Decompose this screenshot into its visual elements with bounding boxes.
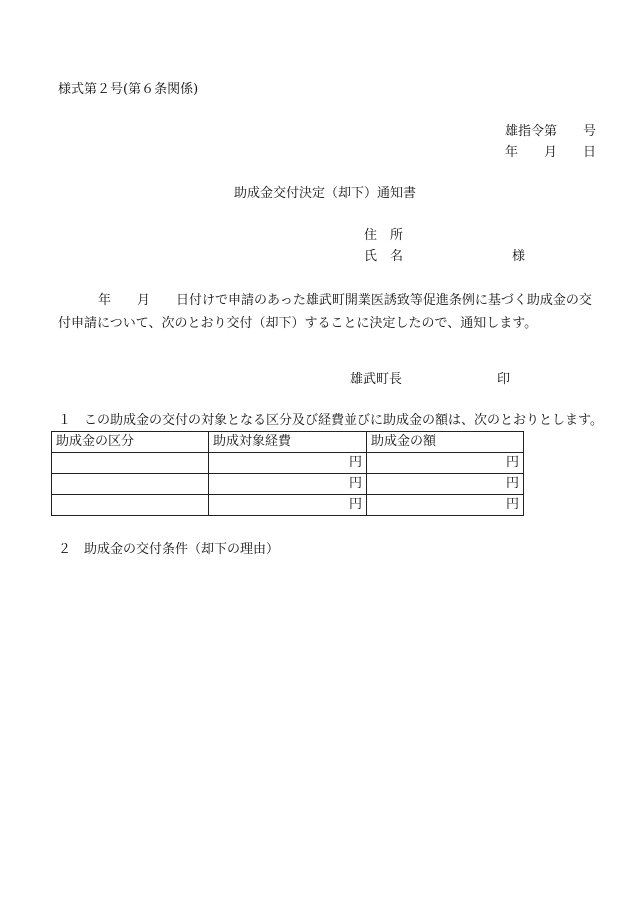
table-cell	[52, 453, 209, 474]
section-2-heading: ２ 助成金の交付条件（却下の理由）	[58, 542, 280, 557]
table-cell: 円	[209, 453, 367, 474]
honorific: 様	[512, 249, 526, 264]
table-cell: 円	[367, 453, 524, 474]
body-paragraph: 年 月 日付けで申請のあった雄武町開業医誘致等促進条例に基づく助成金の交付申請について、次のとおり交付（却下）することに決定したので、通知します。	[58, 293, 592, 331]
seal-mark: 印	[497, 372, 511, 387]
table-cell	[52, 474, 209, 495]
reference-date: 年 月 日	[505, 145, 597, 160]
name-label: 氏 名	[364, 249, 404, 264]
address-label: 住 所	[364, 228, 404, 243]
grant-table	[51, 431, 524, 516]
header-grant-category: 助成金の区分	[52, 432, 209, 453]
header-grant-amount: 助成金の額	[367, 432, 524, 453]
table-row	[52, 474, 524, 495]
document-title: 助成金交付決定（却下）通知書	[234, 186, 417, 201]
table-cell: 円	[209, 495, 367, 516]
table-header-row	[52, 432, 524, 453]
table-cell: 円	[209, 474, 367, 495]
issuer-title: 雄武町長	[350, 372, 403, 387]
table-cell: 円	[367, 474, 524, 495]
table-cell: 円	[367, 495, 524, 516]
table-row	[52, 495, 524, 516]
reference-number: 雄指令第 号	[505, 124, 597, 139]
form-number: 様式第２号(第６条関係)	[58, 82, 199, 97]
header-eligible-expense: 助成対象経費	[209, 432, 367, 453]
table-row	[52, 453, 524, 474]
table-cell	[52, 495, 209, 516]
section-1-heading: １ この助成金の交付の対象となる区分及び経費並びに助成金の額は、次のとおりとします。	[58, 413, 603, 428]
